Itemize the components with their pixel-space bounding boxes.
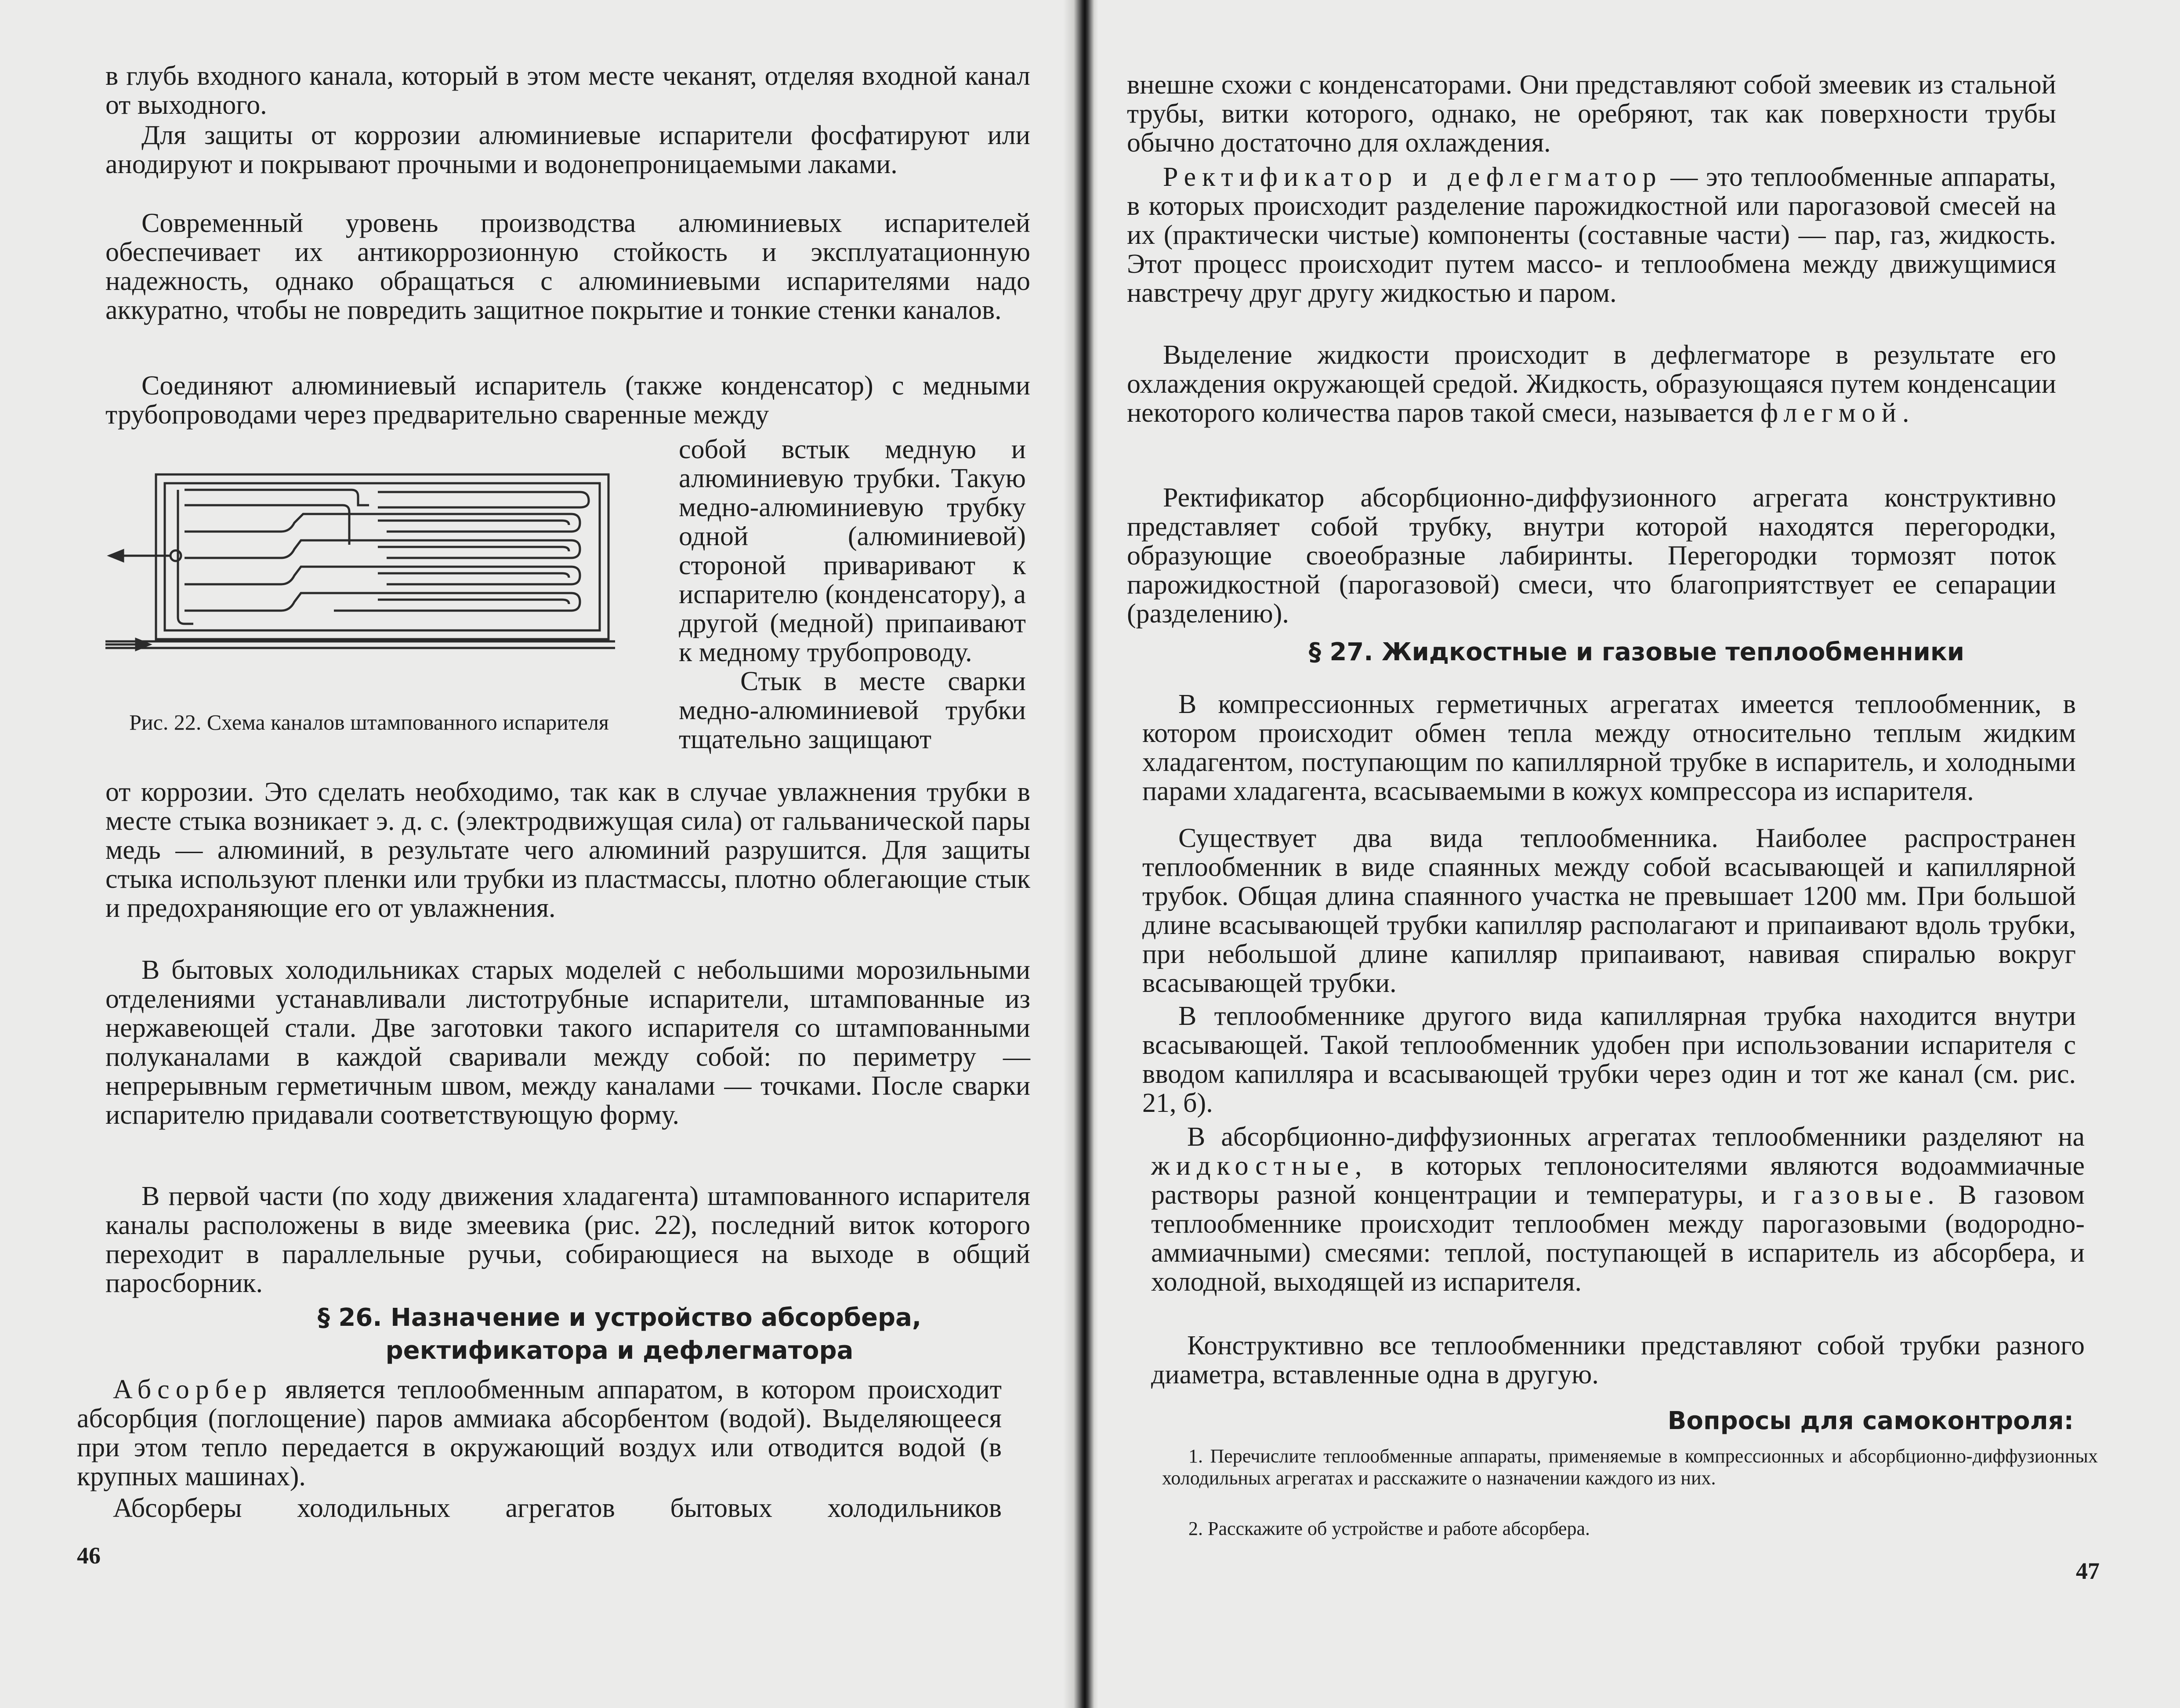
figure-22-caption: Рис. 22. Схема каналов штампованного испарителя (129, 710, 609, 735)
page-number-47: 47 (2076, 1558, 2100, 1584)
term-gas: газовые. (1793, 1180, 1941, 1210)
self-check-questions-heading: Вопросы для самоконтроля: (1667, 1407, 2074, 1435)
left-paragraph-2: Для защиты от коррозии алюминиевые испарители фосфатируют или анодируют и покрывают прочными и водонепроницаемыми лаками. (105, 120, 1030, 179)
term-rectifier-dephlegmator: Ректификатор и дефлегматор (1163, 162, 1662, 192)
left-paragraph-8: Абсорбер является теплообменным аппаратом, в котором происходит абсорбция (поглощение) паров аммиака абсорбентом (водой). Выделяющееся при этом тепло передается в окружающий воздух или отводится водой (в крупных машинах). (77, 1375, 1002, 1491)
term-liquid: жидкостные, (1151, 1151, 1368, 1181)
section-26-heading-line-1: § 26. Назначение и устройство абсорбера, (317, 1303, 922, 1332)
question-2: 2. Расскажите об устройстве и работе абсорбера. (1188, 1518, 1590, 1539)
section-26-heading-line-2: ректификатора и дефлегматора (385, 1336, 854, 1365)
section-27-heading: § 27. Жидкостные и газовые теплообменники (1308, 638, 1965, 666)
right-page (1098, 0, 2180, 1708)
left-paragraph-5: от коррозии. Это сделать необходимо, так как в случае увлажнения трубки в месте стыка возникает э. д. с. (электродвижущая сила) от гальванической пары медь — алюминий, в результате чего алюминий разрушится. Для защиты стыка используют пленки или трубки из пластмассы, плотно облегающие стык и предохраняющие его от увлажнения. (105, 777, 1030, 923)
left-paragraph-4: Соединяют алюминиевый испаритель (также конденсатор) с медными трубопроводами через предварительно сваренные между (105, 371, 1030, 430)
left-paragraph-9: Абсорберы холодильных агрегатов бытовых холодильников (113, 1493, 1002, 1523)
right-paragraph-9: Конструктивно все теплообменники представляют собой трубки разного диаметра, вставленные одна в другую. (1151, 1331, 2085, 1390)
right-paragraph-2: Ректификатор и дефлегматор — это теплообменные аппараты, в которых происходит разделение парожидкостной или парогазовой смесей на их (практически чистые) компоненты (составные части) — пар, газ, жидкость. Этот процесс происходит путем массо- и теплообмена между движущимися навстречу друг другу жидкостью и паром. (1127, 162, 2056, 308)
right-paragraph-4: Ректификатор абсорбционно-диффузионного агрегата конструктивно представляет собой трубку, внутри которой находятся перегородки, образующие своеобразные лабиринты. Перегородки тормозят поток парожидкостной (парогазовой) смеси, что благоприятствует ее сепарации (разделению). (1127, 483, 2056, 629)
question-1: 1. Перечислите теплообменные аппараты, применяемые в компрессионных и абсорбционно-диффузионных холодильных агрегатах и расскажите о назначении каждого из них. (1162, 1445, 2098, 1489)
term-phlegm: флегмой. (1760, 398, 1916, 428)
right-paragraph-7: В теплообменнике другого вида капиллярная трубка находится внутри всасывающей. Такой теплообменник удобен при использовании испарителя с вводом капилляра и всасывающей трубки через один и тот же канал (см. рис. 21, б). (1142, 1001, 2076, 1118)
left-page (0, 0, 1063, 1708)
right-paragraph-6: Существует два вида теплообменника. Наиболее распространен теплообменник в виде спаянных между собой всасывающей и капиллярной трубок. Общая длина спаянного участка не превышает 1200 мм. При большой длине всасывающей трубки капилляр располагают и припаивают вдоль трубки, при небольшой длине капилляр припаивают, навивая спиралью вокруг всасывающей трубки. (1142, 823, 2076, 998)
right-paragraph-1: внешне схожи с конденсаторами. Они представляют собой змеевик из стальной трубы, витки которого, однако, не оребряют, так как поверхности трубы обычно достаточно для охлаждения. (1127, 70, 2056, 158)
figure-22-evaporator-channel-diagram (105, 466, 633, 659)
left-paragraph-5-start: Стык в месте сварки медно-алюминиевой трубки тщательно защищают (679, 666, 1026, 754)
wrap-text-column (679, 435, 1026, 754)
term-absorber: Абсорбер (113, 1375, 273, 1404)
right-paragraph-8: В абсорбционно-диффузионных агрегатах теплообменники разделяют на жидкостные, в которых теплоносителями являются водоаммиачные растворы разной концентрации и температуры, и газовые. В газовом теплообменнике происходит теплообмен между парогазовыми (водородно-аммиачными) смесями: теплой, поступающей в испаритель из абсорбера, и холодной, выходящей из испарителя. (1151, 1122, 2085, 1297)
page-number-46: 46 (77, 1542, 101, 1569)
right-paragraph-3: Выделение жидкости происходит в дефлегматоре в результате его охлаждения окружающей средой. Жидкость, образующаяся путем конденсации некоторого количества паров такой смеси, называется флегмой. (1127, 340, 2056, 428)
left-paragraph-1: в глубь входного канала, который в этом месте чеканят, отделяя входной канал от выходного. (105, 61, 1030, 120)
left-paragraph-3: Современный уровень производства алюминиевых испарителей обеспечивает их антикоррозионную стойкость и эксплуатационную надежность, однако обращаться с алюминиевыми испарителями надо аккуратно, чтобы не повредить защитное покрытие и тонкие стенки каналов. (105, 208, 1030, 325)
book-spine-gutter (1063, 0, 1098, 1708)
right-paragraph-5: В компрессионных герметичных агрегатах имеется теплообменник, в котором происходит обмен тепла между относительно теплым жидким хладагентом, поступающим по капиллярной трубке в испаритель, и холодными парами хладагента, всасываемыми в кожух компрессора из испарителя. (1142, 689, 2076, 806)
left-paragraph-7: В первой части (по ходу движения хладагента) штампованного испарителя каналы расположены в виде змеевика (рис. 22), последний виток которого переходит в параллельные ручьи, собирающиеся на выходе в общий паросборник. (105, 1181, 1030, 1298)
left-paragraph-4-continued: собой встык медную и алюминиевую трубки. Такую медно-алюминиевую трубку одной (алюминиевой) стороной приваривают к испарителю (конденсатору), а другой (медной) припаивают к медному трубопроводу. (679, 434, 1026, 667)
left-paragraph-6: В бытовых холодильниках старых моделей с небольшими морозильными отделениями устанавливали листотрубные испарители, штампованные из нержавеющей стали. Две заготовки такого испарителя со штампованными полуканалами в каждой сваривали между собой: по периметру — непрерывным герметичным швом, между каналами — точками. После сварки испарителю придавали соответствующую форму. (105, 955, 1030, 1130)
